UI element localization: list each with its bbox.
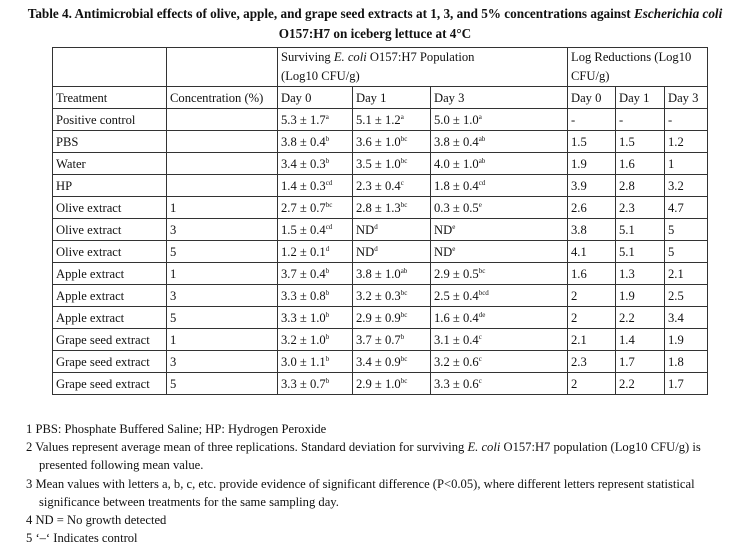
cell-treatment <box>53 351 167 373</box>
significance-letter: c <box>478 332 482 341</box>
significance-letter: c <box>478 376 482 385</box>
significance-letter: b <box>325 354 330 363</box>
table-row <box>53 263 708 285</box>
cell-reduction-day0-value: 4.1 <box>571 244 587 259</box>
cell-reduction-day1 <box>616 241 665 263</box>
significance-letter: bc <box>400 310 408 319</box>
cell-reduction-day3-value: 5 <box>668 244 675 259</box>
cell-reduction-day0 <box>568 197 616 219</box>
cell-day3 <box>431 219 568 241</box>
cell-day3 <box>431 109 568 131</box>
header-group-reduction <box>568 48 708 87</box>
cell-reduction-day0-value: 2 <box>571 288 578 303</box>
cell-reduction-day1 <box>616 131 665 153</box>
cell-treatment-value: Olive extract <box>56 244 122 259</box>
cell-treatment <box>53 153 167 175</box>
cell-day1 <box>353 373 431 395</box>
cell-day3-value: 4.0 ± 1.0 <box>434 156 479 171</box>
significance-letter: bc <box>400 354 408 363</box>
cell-reduction-day0 <box>568 241 616 263</box>
cell-concentration <box>167 131 278 153</box>
cell-reduction-day3 <box>665 263 708 285</box>
col-header-treatment: Treatment <box>53 87 167 109</box>
header-text: Surviving <box>281 50 334 64</box>
cell-day1-value: 3.2 ± 0.3 <box>356 288 401 303</box>
header-species: E. coli <box>333 50 367 64</box>
table-row <box>53 109 708 131</box>
cell-reduction-day3-value: 1.9 <box>668 332 684 347</box>
cell-day1-value: 3.7 ± 0.7 <box>356 332 401 347</box>
cell-day1-value: 2.8 ± 1.3 <box>356 200 401 215</box>
cell-treatment-value: Water <box>56 156 86 171</box>
significance-letter: bc <box>400 288 408 297</box>
cell-day0-value: 3.0 ± 1.1 <box>281 354 326 369</box>
cell-treatment-value: PBS <box>56 134 79 149</box>
cell-reduction-day0 <box>568 263 616 285</box>
cell-day1 <box>353 131 431 153</box>
cell-day0-value: 3.2 ± 1.0 <box>281 332 326 347</box>
cell-day3-value: ND <box>434 222 453 237</box>
table-row <box>53 241 708 263</box>
significance-letter: cd <box>325 178 333 187</box>
cell-day0-value: 1.4 ± 0.3 <box>281 178 326 193</box>
cell-concentration <box>167 351 278 373</box>
cell-day3 <box>431 285 568 307</box>
header-units: CFU/g) <box>571 69 610 83</box>
cell-day3-value: 1.8 ± 0.4 <box>434 178 479 193</box>
cell-reduction-day3-value: 5 <box>668 222 675 237</box>
cell-reduction-day0-value: 2.1 <box>571 332 587 347</box>
col-header-red-day3: Day 3 <box>665 87 708 109</box>
cell-day3 <box>431 263 568 285</box>
cell-concentration-value: 1 <box>170 266 177 281</box>
cell-day0 <box>278 285 353 307</box>
table-row <box>53 175 708 197</box>
cell-reduction-day3-value: 3.2 <box>668 178 684 193</box>
cell-reduction-day1 <box>616 109 665 131</box>
cell-day0 <box>278 109 353 131</box>
footnote-4: 4 ND = No growth detected <box>26 513 167 528</box>
cell-reduction-day0 <box>568 307 616 329</box>
significance-letter: a <box>325 112 329 121</box>
cell-day0 <box>278 241 353 263</box>
cell-reduction-day0-value: - <box>571 112 576 127</box>
cell-day0-value: 1.5 ± 0.4 <box>281 222 326 237</box>
cell-treatment <box>53 241 167 263</box>
table-row <box>53 197 708 219</box>
significance-letter: b <box>325 156 330 165</box>
cell-day1-value: 3.5 ± 1.0 <box>356 156 401 171</box>
cell-reduction-day0-value: 1.5 <box>571 134 587 149</box>
cell-day1-value: 2.9 ± 1.0 <box>356 376 401 391</box>
cell-treatment <box>53 197 167 219</box>
cell-treatment-value: HP <box>56 178 73 193</box>
cell-treatment <box>53 329 167 351</box>
cell-day0-value: 3.7 ± 0.4 <box>281 266 326 281</box>
table-row <box>53 219 708 241</box>
cell-day1 <box>353 307 431 329</box>
cell-reduction-day3 <box>665 329 708 351</box>
cell-treatment-value: Olive extract <box>56 200 122 215</box>
header-column-row <box>53 87 708 109</box>
cell-reduction-day0 <box>568 351 616 373</box>
cell-day0-value: 5.3 ± 1.7 <box>281 112 326 127</box>
caption-text: Table 4. Antimicrobial effects of olive, apple, and grape seed extracts at 1, 3, and 5% concentrations against <box>27 6 634 21</box>
cell-concentration <box>167 153 278 175</box>
cell-reduction-day0 <box>568 109 616 131</box>
cell-reduction-day0-value: 2.6 <box>571 200 587 215</box>
table-row <box>53 153 708 175</box>
cell-reduction-day1 <box>616 219 665 241</box>
cell-reduction-day3 <box>665 219 708 241</box>
cell-day3-value: 1.6 ± 0.4 <box>434 310 479 325</box>
cell-day1-value: 3.4 ± 0.9 <box>356 354 401 369</box>
cell-concentration <box>167 329 278 351</box>
table-row <box>53 329 708 351</box>
cell-reduction-day0-value: 2.3 <box>571 354 587 369</box>
table-row <box>53 307 708 329</box>
cell-day0 <box>278 263 353 285</box>
cell-reduction-day1-value: 5.1 <box>619 244 635 259</box>
cell-reduction-day3-value: 1.8 <box>668 354 684 369</box>
footnote-2 <box>26 438 736 474</box>
significance-letter: ab <box>400 266 408 275</box>
cell-reduction-day0 <box>568 175 616 197</box>
cell-day3-value: ND <box>434 244 453 259</box>
cell-day0 <box>278 131 353 153</box>
table-row <box>53 131 708 153</box>
cell-treatment <box>53 109 167 131</box>
cell-day3 <box>431 153 568 175</box>
cell-day1 <box>353 197 431 219</box>
cell-reduction-day1-value: 5.1 <box>619 222 635 237</box>
cell-day1-value: ND <box>356 222 375 237</box>
cell-concentration <box>167 263 278 285</box>
cell-day3-value: 3.3 ± 0.6 <box>434 376 479 391</box>
significance-letter: e <box>452 222 456 231</box>
cell-reduction-day1-value: 1.3 <box>619 266 635 281</box>
cell-day0 <box>278 153 353 175</box>
significance-letter: a <box>478 112 482 121</box>
header-text: Log Reductions (Log10 <box>571 50 692 64</box>
cell-concentration-value: 5 <box>170 376 177 391</box>
significance-letter: bc <box>478 266 486 275</box>
footnotes <box>26 420 736 547</box>
cell-reduction-day3-value: 2.5 <box>668 288 684 303</box>
cell-treatment-value: Apple extract <box>56 288 125 303</box>
cell-treatment <box>53 373 167 395</box>
footnote-3: 3 Mean values with letters a, b, c, etc. provide evidence of significant difference (P<0.05), where different letters represent statistical significance between treatments for the same sampling day. <box>26 476 695 509</box>
cell-day3 <box>431 131 568 153</box>
cell-concentration <box>167 373 278 395</box>
significance-letter: d <box>374 222 378 231</box>
cell-day1 <box>353 109 431 131</box>
significance-letter: bc <box>400 156 408 165</box>
cell-day3 <box>431 373 568 395</box>
table-row <box>53 285 708 307</box>
significance-letter: b <box>325 376 330 385</box>
significance-letter: b <box>400 332 405 341</box>
cell-reduction-day3 <box>665 175 708 197</box>
cell-reduction-day1 <box>616 373 665 395</box>
cell-concentration <box>167 219 278 241</box>
cell-concentration-value: 5 <box>170 310 177 325</box>
cell-treatment <box>53 219 167 241</box>
cell-day1-value: 3.8 ± 1.0 <box>356 266 401 281</box>
cell-day0-value: 3.3 ± 0.8 <box>281 288 326 303</box>
cell-treatment <box>53 131 167 153</box>
cell-reduction-day0-value: 3.9 <box>571 178 587 193</box>
cell-concentration-value: 5 <box>170 244 177 259</box>
cell-day0 <box>278 329 353 351</box>
footnote-text: O157:H7 population (Log10 CFU/g) is presented following mean value. <box>39 440 701 473</box>
cell-reduction-day3-value: 1.7 <box>668 376 684 391</box>
cell-day3-value: 3.2 ± 0.6 <box>434 354 479 369</box>
footnote-text: 2 Values represent average mean of three replications. Standard deviation for surviving <box>26 440 468 455</box>
cell-reduction-day1 <box>616 153 665 175</box>
cell-concentration <box>167 109 278 131</box>
cell-reduction-day1 <box>616 263 665 285</box>
cell-day1-value: ND <box>356 244 375 259</box>
cell-day3-value: 2.5 ± 0.4 <box>434 288 479 303</box>
cell-reduction-day1-value: 2.2 <box>619 310 635 325</box>
cell-treatment-value: Apple extract <box>56 266 125 281</box>
cell-day1 <box>353 153 431 175</box>
cell-treatment-value: Grape seed extract <box>56 376 150 391</box>
cell-reduction-day1-value: 1.9 <box>619 288 635 303</box>
cell-day0 <box>278 351 353 373</box>
significance-letter: b <box>325 310 330 319</box>
cell-reduction-day3-value: 1.2 <box>668 134 684 149</box>
significance-letter: e <box>478 200 482 209</box>
cell-reduction-day3 <box>665 153 708 175</box>
significance-letter: b <box>325 288 330 297</box>
cell-day0-value: 2.7 ± 0.7 <box>281 200 326 215</box>
cell-day1-value: 3.6 ± 1.0 <box>356 134 401 149</box>
significance-letter: c <box>478 354 482 363</box>
significance-letter: b <box>325 134 330 143</box>
cell-treatment-value: Olive extract <box>56 222 122 237</box>
cell-reduction-day0 <box>568 285 616 307</box>
cell-reduction-day3 <box>665 373 708 395</box>
col-header-red-day1: Day 1 <box>616 87 665 109</box>
cell-day3-value: 3.8 ± 0.4 <box>434 134 479 149</box>
cell-reduction-day1 <box>616 329 665 351</box>
cell-reduction-day3 <box>665 197 708 219</box>
header-empty-cell <box>53 48 167 87</box>
table-caption <box>0 4 750 44</box>
cell-day1-value: 2.3 ± 0.4 <box>356 178 401 193</box>
cell-day0-value: 3.3 ± 0.7 <box>281 376 326 391</box>
cell-day1 <box>353 241 431 263</box>
cell-reduction-day3-value: 2.1 <box>668 266 684 281</box>
footnote-1: 1 PBS: Phosphate Buffered Saline; HP: Hydrogen Peroxide <box>26 422 327 436</box>
cell-reduction-day1 <box>616 285 665 307</box>
cell-treatment <box>53 175 167 197</box>
cell-day0-value: 3.3 ± 1.0 <box>281 310 326 325</box>
cell-reduction-day0 <box>568 373 616 395</box>
col-header-day1: Day 1 <box>353 87 431 109</box>
cell-reduction-day1-value: 1.6 <box>619 156 635 171</box>
header-group-row <box>53 48 708 87</box>
col-header-red-day0: Day 0 <box>568 87 616 109</box>
cell-reduction-day3 <box>665 285 708 307</box>
cell-concentration <box>167 175 278 197</box>
cell-reduction-day0 <box>568 329 616 351</box>
cell-reduction-day1 <box>616 175 665 197</box>
significance-letter: cd <box>478 178 486 187</box>
cell-day3-value: 2.9 ± 0.5 <box>434 266 479 281</box>
cell-day1 <box>353 219 431 241</box>
cell-concentration-value: 3 <box>170 288 177 303</box>
significance-letter: bc <box>325 200 333 209</box>
header-empty-cell <box>167 48 278 87</box>
cell-day3 <box>431 175 568 197</box>
col-header-day3: Day 3 <box>431 87 568 109</box>
cell-reduction-day3-value: 4.7 <box>668 200 684 215</box>
cell-day3 <box>431 351 568 373</box>
cell-day0 <box>278 197 353 219</box>
cell-reduction-day0-value: 3.8 <box>571 222 587 237</box>
cell-reduction-day1-value: 1.5 <box>619 134 635 149</box>
cell-day3 <box>431 197 568 219</box>
cell-day1 <box>353 285 431 307</box>
cell-reduction-day1-value: - <box>619 112 624 127</box>
header-text: O157:H7 Population <box>366 50 475 64</box>
cell-reduction-day3 <box>665 351 708 373</box>
cell-reduction-day3-value: - <box>668 112 673 127</box>
cell-day0-value: 3.8 ± 0.4 <box>281 134 326 149</box>
cell-reduction-day0 <box>568 153 616 175</box>
cell-day3-value: 3.1 ± 0.4 <box>434 332 479 347</box>
cell-day0-value: 1.2 ± 0.1 <box>281 244 326 259</box>
cell-day1 <box>353 175 431 197</box>
cell-reduction-day1-value: 1.7 <box>619 354 635 369</box>
cell-concentration <box>167 197 278 219</box>
cell-concentration-value: 1 <box>170 332 177 347</box>
cell-day3 <box>431 241 568 263</box>
cell-reduction-day3-value: 3.4 <box>668 310 684 325</box>
cell-day1-value: 5.1 ± 1.2 <box>356 112 401 127</box>
cell-reduction-day1-value: 1.4 <box>619 332 635 347</box>
cell-reduction-day0-value: 1.9 <box>571 156 587 171</box>
cell-concentration-value: 1 <box>170 200 177 215</box>
significance-letter: ab <box>478 156 486 165</box>
cell-treatment-value: Grape seed extract <box>56 354 150 369</box>
cell-reduction-day0-value: 2 <box>571 376 578 391</box>
cell-reduction-day1-value: 2.8 <box>619 178 635 193</box>
cell-day1 <box>353 263 431 285</box>
cell-concentration <box>167 307 278 329</box>
cell-reduction-day3-value: 1 <box>668 156 675 171</box>
cell-concentration-value: 3 <box>170 222 177 237</box>
significance-letter: de <box>478 310 486 319</box>
significance-letter: e <box>452 244 456 253</box>
cell-reduction-day1 <box>616 197 665 219</box>
cell-reduction-day0-value: 2 <box>571 310 578 325</box>
footnote-5: 5 ‘–‘ Indicates control <box>26 531 138 546</box>
table-row <box>53 373 708 395</box>
cell-day3 <box>431 307 568 329</box>
significance-letter: ab <box>478 134 486 143</box>
significance-letter: bcd <box>478 288 489 297</box>
cell-day1 <box>353 329 431 351</box>
results-table <box>52 47 708 395</box>
caption-species: Escherichia coli <box>633 6 723 21</box>
cell-day3 <box>431 329 568 351</box>
significance-letter: c <box>400 178 404 187</box>
cell-treatment-value: Apple extract <box>56 310 125 325</box>
cell-day0 <box>278 373 353 395</box>
cell-reduction-day0 <box>568 131 616 153</box>
significance-letter: cd <box>325 222 333 231</box>
footnote-species: E. coli <box>467 440 501 455</box>
cell-reduction-day1-value: 2.2 <box>619 376 635 391</box>
cell-concentration <box>167 285 278 307</box>
cell-reduction-day3 <box>665 131 708 153</box>
significance-letter: b <box>325 332 330 341</box>
significance-letter: bc <box>400 376 408 385</box>
cell-treatment <box>53 263 167 285</box>
col-header-day0: Day 0 <box>278 87 353 109</box>
cell-concentration-value: 3 <box>170 354 177 369</box>
cell-day0 <box>278 175 353 197</box>
cell-reduction-day0-value: 1.6 <box>571 266 587 281</box>
cell-day0 <box>278 219 353 241</box>
header-group-survival <box>278 48 568 87</box>
cell-treatment-value: Positive control <box>56 112 136 127</box>
cell-reduction-day1 <box>616 307 665 329</box>
cell-reduction-day3 <box>665 241 708 263</box>
cell-treatment-value: Grape seed extract <box>56 332 150 347</box>
significance-letter: bc <box>400 200 408 209</box>
cell-reduction-day1-value: 2.3 <box>619 200 635 215</box>
header-units: (Log10 CFU/g) <box>281 69 360 83</box>
cell-day1 <box>353 351 431 373</box>
significance-letter: b <box>325 266 330 275</box>
significance-letter: d <box>374 244 378 253</box>
col-header-concentration: Concentration (%) <box>167 87 278 109</box>
cell-treatment <box>53 307 167 329</box>
cell-treatment <box>53 285 167 307</box>
significance-letter: a <box>400 112 404 121</box>
table-row <box>53 351 708 373</box>
cell-reduction-day3 <box>665 307 708 329</box>
significance-letter: bc <box>400 134 408 143</box>
caption-line2: O157:H7 on iceberg lettuce at 4°C <box>278 26 472 41</box>
cell-reduction-day3 <box>665 109 708 131</box>
cell-reduction-day1 <box>616 351 665 373</box>
significance-letter: d <box>325 244 330 253</box>
cell-day3-value: 5.0 ± 1.0 <box>434 112 479 127</box>
cell-day3-value: 0.3 ± 0.5 <box>434 200 479 215</box>
cell-day0 <box>278 307 353 329</box>
cell-day1-value: 2.9 ± 0.9 <box>356 310 401 325</box>
cell-concentration <box>167 241 278 263</box>
cell-day0-value: 3.4 ± 0.3 <box>281 156 326 171</box>
cell-reduction-day0 <box>568 219 616 241</box>
